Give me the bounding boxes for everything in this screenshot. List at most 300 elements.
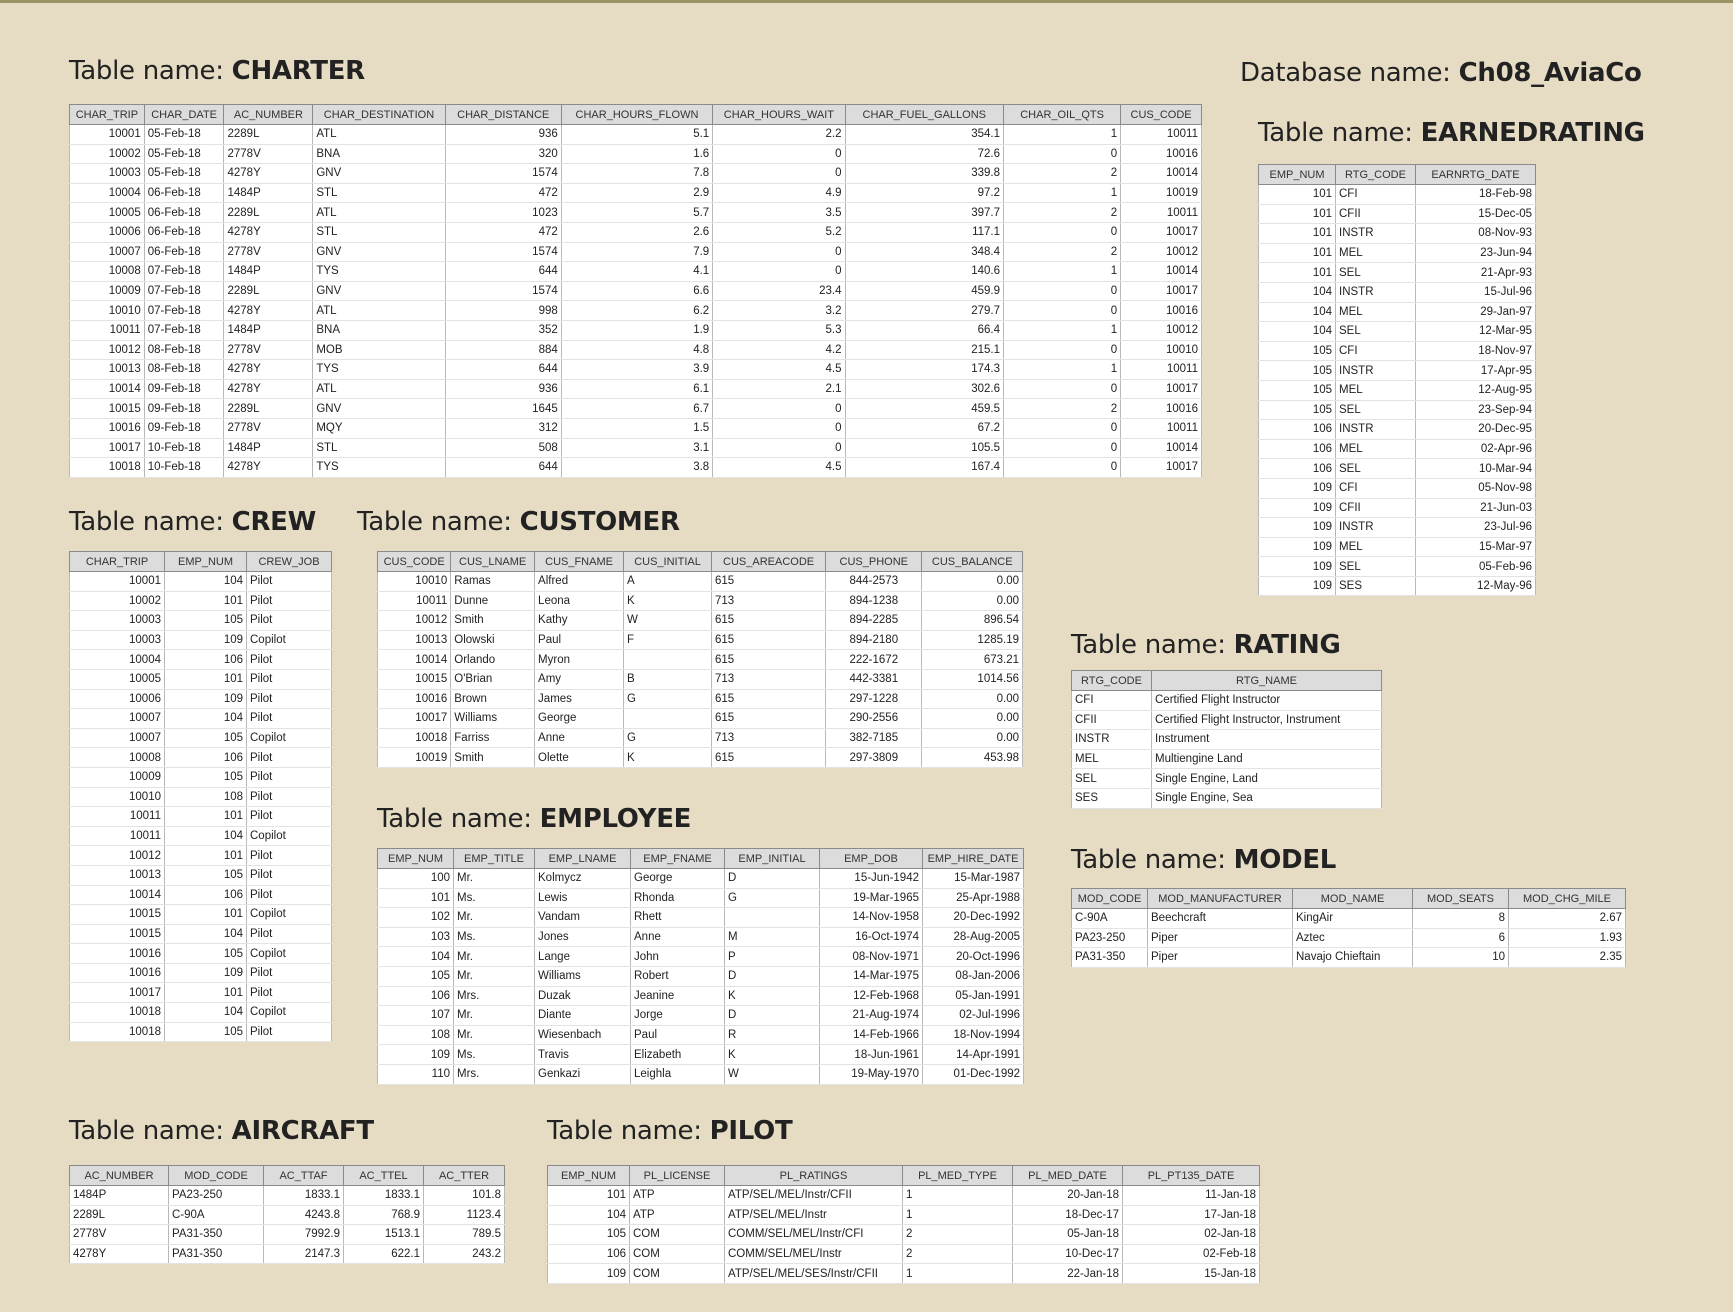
charter-column-header: CUS_CODE <box>1121 105 1202 125</box>
employee-cell: Anne <box>631 927 725 947</box>
model-cell: Aztec <box>1293 928 1413 948</box>
charter-cell: 1 <box>1004 360 1121 380</box>
charter-cell: 10003 <box>70 164 145 184</box>
charter-cell: 3.5 <box>713 203 845 223</box>
employee-caption-name: EMPLOYEE <box>539 804 692 834</box>
charter-cell: 2 <box>1004 242 1121 262</box>
charter-cell: 0 <box>713 418 845 438</box>
customer-cell: G <box>624 728 712 748</box>
aircraft-cell: 1513.1 <box>344 1225 424 1245</box>
crew-cell: 101 <box>165 591 247 611</box>
charter-cell: 09-Feb-18 <box>144 399 224 419</box>
earnedrating-cell: CFII <box>1336 498 1416 518</box>
charter-table-row <box>70 320 1202 340</box>
pilot-cell: ATP/SEL/MEL/Instr <box>725 1205 903 1225</box>
model-cell: 6 <box>1413 928 1509 948</box>
charter-cell: 10017 <box>1121 281 1202 301</box>
employee-cell: Wiesenbach <box>535 1025 631 1045</box>
charter-cell: 2 <box>1004 203 1121 223</box>
earnedrating-table-row <box>1259 576 1536 596</box>
charter-cell: 10016 <box>1121 301 1202 321</box>
pilot-caption <box>547 1116 792 1146</box>
model-column-header: MOD_CHG_MILE <box>1509 889 1626 909</box>
customer-cell: Amy <box>535 669 624 689</box>
charter-cell: 2.9 <box>561 183 712 203</box>
charter-cell: 1 <box>1004 262 1121 282</box>
charter-cell: 5.1 <box>561 125 712 145</box>
earnedrating-cell: 105 <box>1259 341 1336 361</box>
pilot-table-row <box>548 1205 1260 1225</box>
customer-table-row <box>378 611 1023 631</box>
charter-cell: 1 <box>1004 125 1121 145</box>
charter-table-row <box>70 301 1202 321</box>
model-cell: C-90A <box>1072 909 1148 929</box>
employee-cell: Robert <box>631 966 725 986</box>
charter-cell: 348.4 <box>845 242 1004 262</box>
charter-cell: STL <box>313 222 445 242</box>
charter-cell: 1645 <box>445 399 561 419</box>
charter-cell: 2778V <box>224 242 313 262</box>
employee-cell: 02-Jul-1996 <box>923 1006 1024 1026</box>
employee-caption-prefix: Table name: <box>377 804 540 834</box>
charter-cell: 06-Feb-18 <box>144 222 224 242</box>
model-cell: 10 <box>1413 948 1509 968</box>
earnedrating-cell: 21-Jun-03 <box>1416 498 1536 518</box>
employee-cell: 18-Jun-1961 <box>820 1045 923 1065</box>
rating-caption <box>1071 630 1341 660</box>
employee-table-row <box>378 947 1024 967</box>
customer-cell: 615 <box>712 689 826 709</box>
crew-cell: 105 <box>165 728 247 748</box>
earnedrating-cell: INSTR <box>1336 224 1416 244</box>
crew-cell: Copilot <box>247 728 332 748</box>
earnedrating-cell: 02-Apr-96 <box>1416 439 1536 459</box>
employee-cell: Travis <box>535 1045 631 1065</box>
rating-cell: CFI <box>1072 691 1152 711</box>
pilot-cell: ATP/SEL/MEL/Instr/CFII <box>725 1186 903 1206</box>
employee-table-row <box>378 908 1024 928</box>
model-cell: Navajo Chieftain <box>1293 948 1413 968</box>
crew-table-row <box>70 865 332 885</box>
charter-cell: 10011 <box>1121 125 1202 145</box>
crew-cell: 106 <box>165 650 247 670</box>
earnedrating-cell: CFI <box>1336 185 1416 205</box>
rating-table-row <box>1072 710 1382 730</box>
earnedrating-cell: 15-Jul-96 <box>1416 282 1536 302</box>
employee-cell: Mr. <box>454 966 535 986</box>
earnedrating-cell: 109 <box>1259 537 1336 557</box>
charter-column-header: CHAR_FUEL_GALLONS <box>845 105 1004 125</box>
employee-table-row <box>378 966 1024 986</box>
rating-column-header: RTG_NAME <box>1152 671 1382 691</box>
crew-cell: 10002 <box>70 591 165 611</box>
earnedrating-table-row <box>1259 263 1536 283</box>
aircraft-cell: 101.8 <box>424 1186 505 1206</box>
charter-cell: 10012 <box>1121 320 1202 340</box>
crew-cell: Pilot <box>247 1022 332 1042</box>
crew-cell: Pilot <box>247 885 332 905</box>
charter-table-row <box>70 360 1202 380</box>
pilot-cell: COM <box>630 1225 725 1245</box>
charter-cell: TYS <box>313 262 445 282</box>
customer-cell: Williams <box>451 709 535 729</box>
aircraft-cell: 1123.4 <box>424 1205 505 1225</box>
charter-cell: 2778V <box>224 144 313 164</box>
model-column-header: MOD_CODE <box>1072 889 1148 909</box>
crew-cell: 10016 <box>70 944 165 964</box>
crew-cell: 10007 <box>70 728 165 748</box>
customer-cell: 615 <box>712 709 826 729</box>
earnedrating-caption <box>1258 118 1645 148</box>
charter-cell: 6.7 <box>561 399 712 419</box>
model-cell: 8 <box>1413 909 1509 929</box>
charter-cell: ATL <box>313 125 445 145</box>
pilot-cell: 1 <box>903 1264 1013 1284</box>
earnedrating-cell: SEL <box>1336 263 1416 283</box>
employee-cell: Leighla <box>631 1064 725 1084</box>
crew-table-row <box>70 807 332 827</box>
employee-table-row <box>378 1045 1024 1065</box>
customer-table-row <box>378 572 1023 592</box>
pilot-cell: COM <box>630 1244 725 1264</box>
model-caption-prefix: Table name: <box>1071 845 1234 875</box>
rating-column-header: RTG_CODE <box>1072 671 1152 691</box>
earnedrating-cell: 101 <box>1259 185 1336 205</box>
pilot-cell: 18-Dec-17 <box>1013 1205 1123 1225</box>
pilot-cell: 109 <box>548 1264 630 1284</box>
employee-cell: 25-Apr-1988 <box>923 888 1024 908</box>
crew-table-row <box>70 611 332 631</box>
customer-cell: 10016 <box>378 689 451 709</box>
crew-cell: 10004 <box>70 650 165 670</box>
employee-cell: Jorge <box>631 1006 725 1026</box>
customer-table-row <box>378 728 1023 748</box>
employee-cell: Lange <box>535 947 631 967</box>
employee-cell: Diante <box>535 1006 631 1026</box>
earnedrating-cell: 105 <box>1259 380 1336 400</box>
charter-cell: 1484P <box>224 262 313 282</box>
crew-cell: Pilot <box>247 807 332 827</box>
customer-cell: Ramas <box>451 572 535 592</box>
charter-cell: 10014 <box>1121 164 1202 184</box>
charter-table <box>69 104 1202 478</box>
employee-cell: Paul <box>631 1025 725 1045</box>
employee-cell: 18-Nov-1994 <box>923 1025 1024 1045</box>
employee-column-header: EMP_DOB <box>820 849 923 869</box>
earnedrating-cell: 105 <box>1259 361 1336 381</box>
customer-column-header: CUS_PHONE <box>826 552 922 572</box>
customer-column-header: CUS_CODE <box>378 552 451 572</box>
charter-cell: 5.3 <box>713 320 845 340</box>
crew-table-row <box>70 650 332 670</box>
employee-cell: D <box>725 869 820 889</box>
customer-cell: A <box>624 572 712 592</box>
earnedrating-cell: 109 <box>1259 498 1336 518</box>
model-cell: PA23-250 <box>1072 928 1148 948</box>
employee-cell: 21-Aug-1974 <box>820 1006 923 1026</box>
charter-cell: 10017 <box>1121 458 1202 478</box>
crew-column-header: EMP_NUM <box>165 552 247 572</box>
earnedrating-cell: 104 <box>1259 302 1336 322</box>
earnedrating-caption-prefix: Table name: <box>1258 118 1421 148</box>
charter-table-row <box>70 164 1202 184</box>
crew-table-row <box>70 963 332 983</box>
employee-cell: 28-Aug-2005 <box>923 927 1024 947</box>
crew-cell: Pilot <box>247 924 332 944</box>
customer-cell: 844-2573 <box>826 572 922 592</box>
pilot-table-row <box>548 1264 1260 1284</box>
charter-table-row <box>70 438 1202 458</box>
crew-table-row <box>70 572 332 592</box>
employee-cell: 109 <box>378 1045 454 1065</box>
charter-cell: 2 <box>1004 164 1121 184</box>
customer-cell: 673.21 <box>922 650 1023 670</box>
employee-cell: 19-Mar-1965 <box>820 888 923 908</box>
customer-cell: F <box>624 630 712 650</box>
customer-cell: Farriss <box>451 728 535 748</box>
charter-cell: 10001 <box>70 125 145 145</box>
aircraft-table <box>69 1165 505 1264</box>
earnedrating-cell: 12-Mar-95 <box>1416 322 1536 342</box>
earnedrating-cell: 12-Aug-95 <box>1416 380 1536 400</box>
customer-cell: George <box>535 709 624 729</box>
employee-cell: Jones <box>535 927 631 947</box>
charter-cell: 10010 <box>1121 340 1202 360</box>
charter-cell: 2.2 <box>713 125 845 145</box>
charter-cell: 2.6 <box>561 222 712 242</box>
pilot-cell: ATP <box>630 1205 725 1225</box>
earnedrating-cell: SEL <box>1336 400 1416 420</box>
charter-cell: 6.1 <box>561 379 712 399</box>
charter-column-header: CHAR_TRIP <box>70 105 145 125</box>
model-caption-name: MODEL <box>1233 845 1337 875</box>
charter-cell: 279.7 <box>845 301 1004 321</box>
charter-cell: BNA <box>313 144 445 164</box>
customer-cell: 713 <box>712 728 826 748</box>
customer-cell: 10018 <box>378 728 451 748</box>
earnedrating-cell: SEL <box>1336 322 1416 342</box>
earnedrating-cell: MEL <box>1336 537 1416 557</box>
charter-table-row <box>70 144 1202 164</box>
aircraft-table-row <box>70 1205 505 1225</box>
earnedrating-table-row <box>1259 224 1536 244</box>
database-caption-prefix: Database name: <box>1240 58 1459 88</box>
model-column-header: MOD_NAME <box>1293 889 1413 909</box>
charter-cell: 10011 <box>1121 418 1202 438</box>
earnedrating-table-row <box>1259 478 1536 498</box>
crew-cell: 10007 <box>70 709 165 729</box>
crew-cell: Pilot <box>247 787 332 807</box>
earnedrating-cell: CFII <box>1336 204 1416 224</box>
pilot-table-row <box>548 1244 1260 1264</box>
employee-table-row <box>378 888 1024 908</box>
aircraft-caption <box>69 1116 374 1146</box>
model-column-header: MOD_MANUFACTURER <box>1148 889 1293 909</box>
employee-column-header: EMP_INITIAL <box>725 849 820 869</box>
crew-table-row <box>70 944 332 964</box>
model-table <box>1071 888 1626 968</box>
charter-cell: 7.8 <box>561 164 712 184</box>
pilot-cell: 2 <box>903 1225 1013 1245</box>
aircraft-cell: PA31-350 <box>169 1225 264 1245</box>
crew-cell: 106 <box>165 885 247 905</box>
customer-caption <box>357 507 680 537</box>
charter-cell: 6.6 <box>561 281 712 301</box>
charter-cell: 472 <box>445 222 561 242</box>
customer-table-row <box>378 689 1023 709</box>
employee-cell: K <box>725 1045 820 1065</box>
pilot-cell: 10-Dec-17 <box>1013 1244 1123 1264</box>
charter-cell: 0 <box>1004 379 1121 399</box>
charter-table-row <box>70 418 1202 438</box>
charter-cell: 302.6 <box>845 379 1004 399</box>
charter-cell: 0 <box>713 262 845 282</box>
crew-table-row <box>70 1003 332 1023</box>
model-caption <box>1071 845 1336 875</box>
charter-caption-prefix: Table name: <box>69 56 232 86</box>
employee-table-row <box>378 927 1024 947</box>
charter-cell: 4.2 <box>713 340 845 360</box>
charter-cell: 4278Y <box>224 301 313 321</box>
pilot-table-block <box>547 1165 1260 1284</box>
crew-cell: 10013 <box>70 865 165 885</box>
pilot-cell: ATP <box>630 1186 725 1206</box>
charter-cell: 6.2 <box>561 301 712 321</box>
charter-cell: TYS <box>313 458 445 478</box>
charter-cell: ATL <box>313 301 445 321</box>
charter-cell: 0 <box>713 399 845 419</box>
earnedrating-cell: 23-Sep-94 <box>1416 400 1536 420</box>
crew-cell: Pilot <box>247 591 332 611</box>
earnedrating-cell: SEL <box>1336 459 1416 479</box>
customer-cell: O'Brian <box>451 669 535 689</box>
earnedrating-cell: 109 <box>1259 576 1336 596</box>
charter-cell: TYS <box>313 360 445 380</box>
charter-cell: 07-Feb-18 <box>144 301 224 321</box>
rating-cell: Single Engine, Sea <box>1152 788 1382 808</box>
employee-cell: Mr. <box>454 947 535 967</box>
charter-cell: 10019 <box>1121 183 1202 203</box>
employee-cell: Mrs. <box>454 1064 535 1084</box>
charter-cell: 472 <box>445 183 561 203</box>
crew-table-row <box>70 826 332 846</box>
customer-table-row <box>378 591 1023 611</box>
crew-table-row <box>70 846 332 866</box>
aircraft-column-header: AC_TTER <box>424 1166 505 1186</box>
charter-cell: 23.4 <box>713 281 845 301</box>
customer-cell: 615 <box>712 572 826 592</box>
employee-cell: 08-Nov-1971 <box>820 947 923 967</box>
pilot-column-header: EMP_NUM <box>548 1166 630 1186</box>
rating-cell: INSTR <box>1072 730 1152 750</box>
crew-table-row <box>70 983 332 1003</box>
customer-cell: Myron <box>535 650 624 670</box>
customer-cell: 0.00 <box>922 591 1023 611</box>
charter-cell: MOB <box>313 340 445 360</box>
charter-cell: 0 <box>713 164 845 184</box>
charter-cell: 05-Feb-18 <box>144 125 224 145</box>
charter-cell: 1 <box>1004 320 1121 340</box>
crew-cell: Copilot <box>247 944 332 964</box>
earnedrating-cell: INSTR <box>1336 282 1416 302</box>
charter-cell: 10017 <box>70 438 145 458</box>
crew-table-row <box>70 728 332 748</box>
charter-cell: 09-Feb-18 <box>144 418 224 438</box>
charter-cell: 10011 <box>1121 360 1202 380</box>
charter-cell: 3.9 <box>561 360 712 380</box>
database-caption <box>1240 58 1642 88</box>
crew-cell: 101 <box>165 669 247 689</box>
earnedrating-cell: 101 <box>1259 243 1336 263</box>
charter-cell: MQY <box>313 418 445 438</box>
charter-cell: 07-Feb-18 <box>144 281 224 301</box>
employee-cell: Rhett <box>631 908 725 928</box>
charter-cell: 4278Y <box>224 379 313 399</box>
pilot-caption-name: PILOT <box>709 1116 793 1146</box>
pilot-cell: 22-Jan-18 <box>1013 1264 1123 1284</box>
charter-cell: 320 <box>445 144 561 164</box>
charter-cell: 2778V <box>224 418 313 438</box>
employee-cell: 101 <box>378 888 454 908</box>
employee-cell: Ms. <box>454 927 535 947</box>
earnedrating-table-row <box>1259 204 1536 224</box>
charter-cell: 10002 <box>70 144 145 164</box>
earnedrating-cell: SEL <box>1336 557 1416 577</box>
charter-cell: 140.6 <box>845 262 1004 282</box>
charter-cell: 352 <box>445 320 561 340</box>
earnedrating-table-row <box>1259 459 1536 479</box>
earnedrating-cell: 101 <box>1259 204 1336 224</box>
crew-cell: 104 <box>165 1003 247 1023</box>
charter-cell: 0 <box>1004 222 1121 242</box>
rating-table-row <box>1072 749 1382 769</box>
customer-cell: 713 <box>712 591 826 611</box>
crew-table-row <box>70 591 332 611</box>
employee-column-header: EMP_NUM <box>378 849 454 869</box>
charter-caption-name: CHARTER <box>231 56 365 86</box>
charter-cell: 459.5 <box>845 399 1004 419</box>
employee-cell: M <box>725 927 820 947</box>
charter-column-header: CHAR_OIL_QTS <box>1004 105 1121 125</box>
earnedrating-cell: MEL <box>1336 439 1416 459</box>
charter-cell: 66.4 <box>845 320 1004 340</box>
earnedrating-cell: 05-Nov-98 <box>1416 478 1536 498</box>
earnedrating-table-row <box>1259 185 1536 205</box>
charter-cell: 97.2 <box>845 183 1004 203</box>
employee-cell: Jeanine <box>631 986 725 1006</box>
employee-cell: 106 <box>378 986 454 1006</box>
charter-cell: 0 <box>1004 340 1121 360</box>
earnedrating-table-row <box>1259 400 1536 420</box>
earnedrating-cell: 15-Dec-05 <box>1416 204 1536 224</box>
charter-table-block <box>69 104 1202 478</box>
customer-cell: Leona <box>535 591 624 611</box>
crew-cell: Pilot <box>247 689 332 709</box>
crew-cell: Pilot <box>247 748 332 768</box>
model-cell: PA31-350 <box>1072 948 1148 968</box>
aircraft-column-header: AC_NUMBER <box>70 1166 169 1186</box>
charter-cell: 2289L <box>224 125 313 145</box>
employee-cell: W <box>725 1064 820 1084</box>
employee-cell: Duzak <box>535 986 631 1006</box>
crew-cell: 108 <box>165 787 247 807</box>
charter-cell: 07-Feb-18 <box>144 262 224 282</box>
earnedrating-cell: 08-Nov-93 <box>1416 224 1536 244</box>
earnedrating-cell: 109 <box>1259 518 1336 538</box>
crew-table-row <box>70 709 332 729</box>
aircraft-cell: 243.2 <box>424 1244 505 1264</box>
charter-cell: 10008 <box>70 262 145 282</box>
